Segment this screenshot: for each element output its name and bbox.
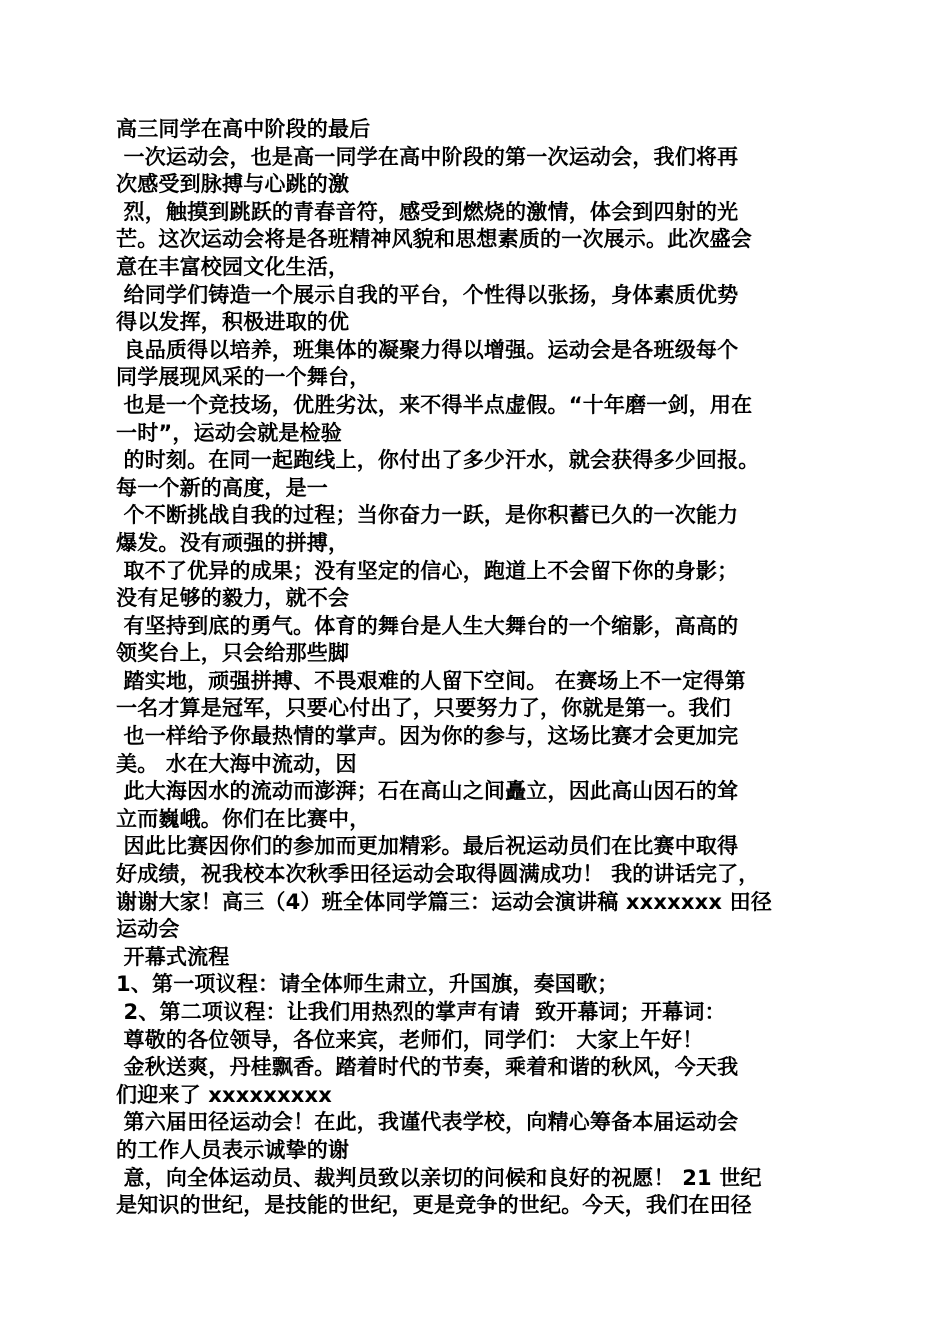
text-line: 良品质得以培养，班集体的凝聚力得以增强。运动会是各班级每个 [116, 337, 739, 362]
text-line: 意，向全体运动员、裁判员致以亲切的问候和良好的祝愿！ 21 世纪 [116, 1165, 762, 1190]
text-line: 给同学们铸造一个展示自我的平台，个性得以张扬，身体素质优势 [116, 282, 739, 307]
text-line: 同学展现风采的一个舞台， [116, 365, 371, 390]
text-line: 的工作人员表示诚挚的谢 [116, 1137, 350, 1162]
text-line: 有坚持到底的勇气。体育的舞台是人生大舞台的一个缩影，高高的 [116, 613, 739, 638]
text-line: 踏实地，顽强拼搏、不畏艰难的人留下空间。 在赛场上不一定得第 [116, 668, 746, 693]
text-line: 金秋送爽，丹桂飘香。踏着时代的节奏，乘着和谐的秋风，今天我 [116, 1055, 739, 1080]
text-line: 领奖台上，只会给那些脚 [116, 641, 350, 666]
text-line: 1、第一项议程：请全体师生肃立，升国旗，奏国歌； [116, 972, 619, 997]
text-line: 尊敬的各位领导，各位来宾，老师们，同学们： 大家上午好！ [116, 1027, 704, 1052]
text-line: 运动会 [116, 917, 180, 942]
text-line: 好成绩，祝我校本次秋季田径运动会取得圆满成功！ 我的讲话完了， [116, 862, 760, 887]
text-line: 每一个新的高度，是一 [116, 475, 328, 500]
text-line: 一名才算是冠军，只要心付出了，只要努力了，你就是第一。我们 [116, 696, 731, 721]
text-line: 是知识的世纪，是技能的世纪，更是竞争的世纪。今天，我们在田径 [116, 1193, 752, 1218]
text-line: 开幕式流程 [116, 944, 230, 969]
text-line: 也是一个竞技场，优胜劣汰，来不得半点虚假。“十年磨一剑，用在 [116, 392, 753, 417]
text-line: 个不断挑战自我的过程；当你奋力一跃，是你积蓄已久的一次能力 [116, 503, 739, 528]
text-line: 第六届田径运动会！在此，我谨代表学校，向精心筹备本届运动会 [116, 1110, 739, 1135]
text-line: 谢谢大家！高三（4）班全体同学篇三：运动会演讲稿 xxxxxxx 田径 [116, 889, 773, 914]
text-line: 次感受到脉搏与心跳的激 [116, 172, 350, 197]
text-line: 一次运动会，也是高一同学在高中阶段的第一次运动会，我们将再 [116, 144, 739, 169]
text-line: 也一样给予你最热情的掌声。因为你的参与，这场比赛才会更加完 [116, 724, 739, 749]
text-line: 烈，触摸到跳跃的青春音符，感受到燃烧的激情，体会到四射的光 [116, 199, 739, 224]
text-line: 的时刻。在同一起跑线上，你付出了多少汗水，就会获得多少回报。 [116, 448, 760, 473]
document-body [116, 116, 840, 1220]
text-line: 此大海因水的流动而澎湃；石在高山之间矗立，因此高山因石的耸 [116, 779, 739, 804]
text-line: 一时”，运动会就是检验 [116, 420, 343, 445]
text-line: 因此比赛因你们的参加而更加精彩。最后祝运动员们在比赛中取得 [116, 834, 739, 859]
text-line: 没有足够的毅力，就不会 [116, 586, 350, 611]
text-line: 取不了优异的成果；没有坚定的信心，跑道上不会留下你的身影； [116, 558, 739, 583]
text-line: 们迎来了 xxxxxxxxx [116, 1082, 333, 1107]
text-line: 美。 水在大海中流动，因 [116, 751, 357, 776]
text-line: 得以发挥，积极进取的优 [116, 310, 350, 335]
text-line: 芒。这次运动会将是各班精神风貌和思想素质的一次展示。此次盛会 [116, 227, 752, 252]
text-line: 立而巍峨。你们在比赛中， [116, 806, 371, 831]
text-line: 意在丰富校园文化生活， [116, 254, 350, 279]
text-line: 2、第二项议程：让我们用热烈的掌声有请 致开幕词；开幕词： [116, 1000, 726, 1024]
text-line: 爆发。没有顽强的拼搏， [116, 530, 350, 555]
text-line: 高三同学在高中阶段的最后 [116, 117, 371, 141]
